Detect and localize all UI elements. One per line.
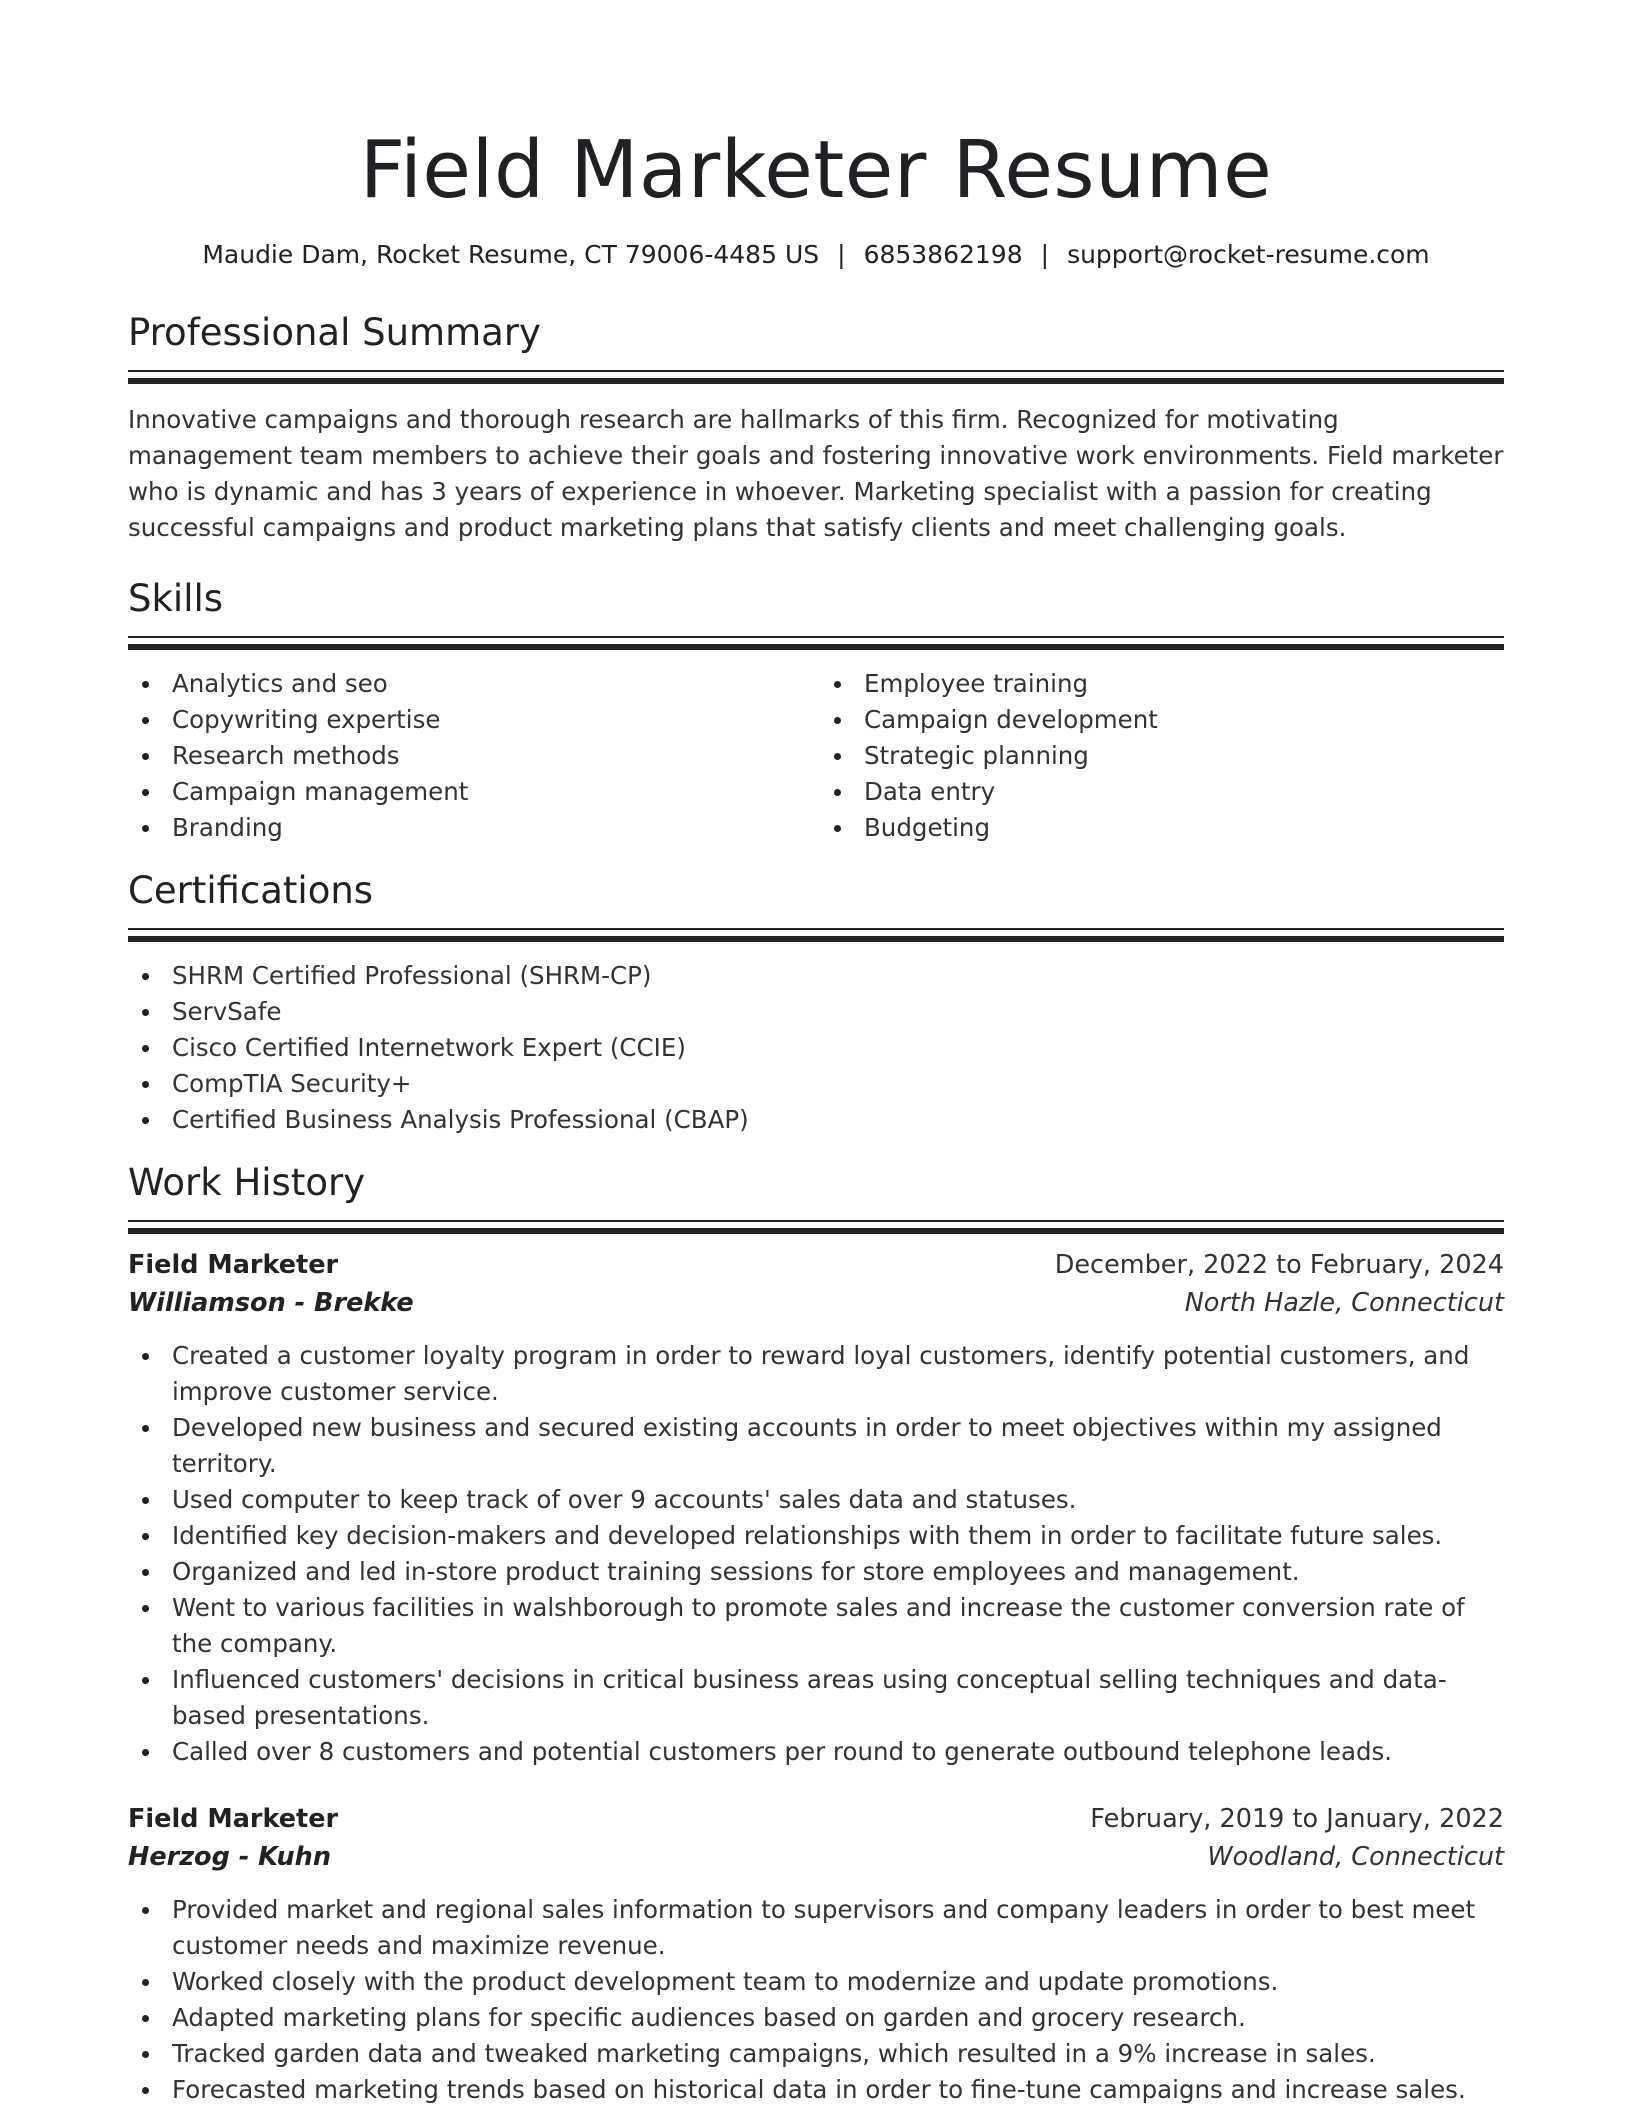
- certifications-list: [128, 958, 1504, 1138]
- certifications-section: [128, 868, 1504, 1138]
- job-company: Williamson - Brekke: [128, 1288, 414, 1318]
- skill-item: Analytics and seo: [128, 666, 812, 702]
- summary-heading: Professional Summary: [128, 311, 541, 354]
- job-subheader: [128, 1284, 1504, 1322]
- skill-item: Campaign development: [820, 702, 1504, 738]
- certification-item: ServSafe: [128, 994, 1504, 1030]
- summary-section: [128, 310, 1504, 546]
- job-bullets: [128, 1338, 1504, 1770]
- skill-item: Employee training: [820, 666, 1504, 702]
- summary-text: Innovative campaigns and thorough research are hallmarks of this firm. Recognized for motivating management team members to achieve their goals and fostering innovative work environments. Field marketer who is dynamic and has 3 years of experience in whoever. Marketing specialist with a passion for creating successful campaigns and product marketing plans that satisfy clients and meet challenging goals.: [128, 405, 1504, 542]
- contact-separator: |: [1040, 240, 1050, 269]
- skill-item: Campaign management: [128, 774, 812, 810]
- job-bullet: Forecasted marketing trends based on historical data in order to fine-tune campaigns and increase sales.: [128, 2072, 1504, 2108]
- job-entry: [128, 1800, 1504, 2108]
- skills-list-left: [128, 666, 812, 846]
- job-bullet: Identified key decision-makers and developed relationships with them in order to facilitate future sales.: [128, 1518, 1504, 1554]
- job-location: Woodland, Connecticut: [1207, 1842, 1504, 1872]
- job-header: [128, 1246, 1504, 1284]
- section-divider: [128, 370, 1504, 384]
- work-history-heading: Work History: [128, 1161, 366, 1204]
- job-entry: [128, 1246, 1504, 1770]
- skill-item: Branding: [128, 810, 812, 846]
- contact-separator: |: [837, 240, 846, 269]
- job-bullet: Went to various facilities in walshborough to promote sales and increase the customer conversion rate of the company.: [128, 1590, 1504, 1662]
- job-bullet: Used computer to keep track of over 9 accounts' sales data and statuses.: [128, 1482, 1504, 1518]
- skill-item: Copywriting expertise: [128, 702, 812, 738]
- job-subheader: [128, 1838, 1504, 1876]
- job-company: Herzog - Kuhn: [128, 1842, 331, 1872]
- certification-item: Certified Business Analysis Professional (CBAP): [128, 1102, 1504, 1138]
- contact-phone: 6853862198: [863, 240, 1023, 269]
- job-bullet: Tracked garden data and tweaked marketing campaigns, which resulted in a 9% increase in sales.: [128, 2036, 1504, 2072]
- skill-item: Strategic planning: [820, 738, 1504, 774]
- contact-email: support@rocket-resume.com: [1067, 240, 1430, 269]
- job-location: North Hazle, Connecticut: [1184, 1288, 1504, 1318]
- skills-list-right: [812, 666, 1504, 846]
- work-history-section: [128, 1160, 1504, 2108]
- job-title: Field Marketer: [128, 1804, 339, 1834]
- skill-item: Budgeting: [820, 810, 1504, 846]
- skill-item: Research methods: [128, 738, 812, 774]
- contact-address: Maudie Dam, Rocket Resume, CT 79006-4485 US: [202, 240, 820, 269]
- certification-item: CompTIA Security+: [128, 1066, 1504, 1102]
- skill-item: Data entry: [820, 774, 1504, 810]
- certifications-heading: Certifications: [128, 869, 374, 912]
- job-bullet: Called over 8 customers and potential customers per round to generate outbound telephone leads.: [128, 1734, 1504, 1770]
- section-divider: [128, 928, 1504, 942]
- job-bullet: Provided market and regional sales information to supervisors and company leaders in order to best meet customer needs and maximize revenue.: [128, 1892, 1504, 1964]
- section-divider: [128, 1220, 1504, 1234]
- certification-item: SHRM Certified Professional (SHRM-CP): [128, 958, 1504, 994]
- skills-heading: Skills: [128, 577, 224, 620]
- certification-item: Cisco Certified Internetwork Expert (CCIE): [128, 1030, 1504, 1066]
- job-dates: February, 2019 to January, 2022: [1090, 1804, 1504, 1834]
- job-header: [128, 1800, 1504, 1838]
- job-bullet: Organized and led in-store product training sessions for store employees and management.: [128, 1554, 1504, 1590]
- job-bullet: Developed new business and secured existing accounts in order to meet objectives within my assigned territory.: [128, 1410, 1504, 1482]
- job-bullet: Influenced customers' decisions in critical business areas using conceptual selling techniques and data-based presentations.: [128, 1662, 1504, 1734]
- skills-grid: [128, 666, 1504, 846]
- job-bullet: Adapted marketing plans for specific audiences based on garden and grocery research.: [128, 2000, 1504, 2036]
- job-bullet: Worked closely with the product development team to modernize and update promotions.: [128, 1964, 1504, 2000]
- job-bullets: [128, 1892, 1504, 2108]
- job-bullet: Created a customer loyalty program in order to reward loyal customers, identify potential customers, and improve customer service.: [128, 1338, 1504, 1410]
- section-divider: [128, 636, 1504, 650]
- job-title: Field Marketer: [128, 1250, 339, 1280]
- job-dates: December, 2022 to February, 2024: [1054, 1250, 1504, 1280]
- resume-title: Field Marketer Resume: [359, 124, 1273, 216]
- skills-section: [128, 576, 1504, 846]
- contact-line: [128, 238, 1504, 272]
